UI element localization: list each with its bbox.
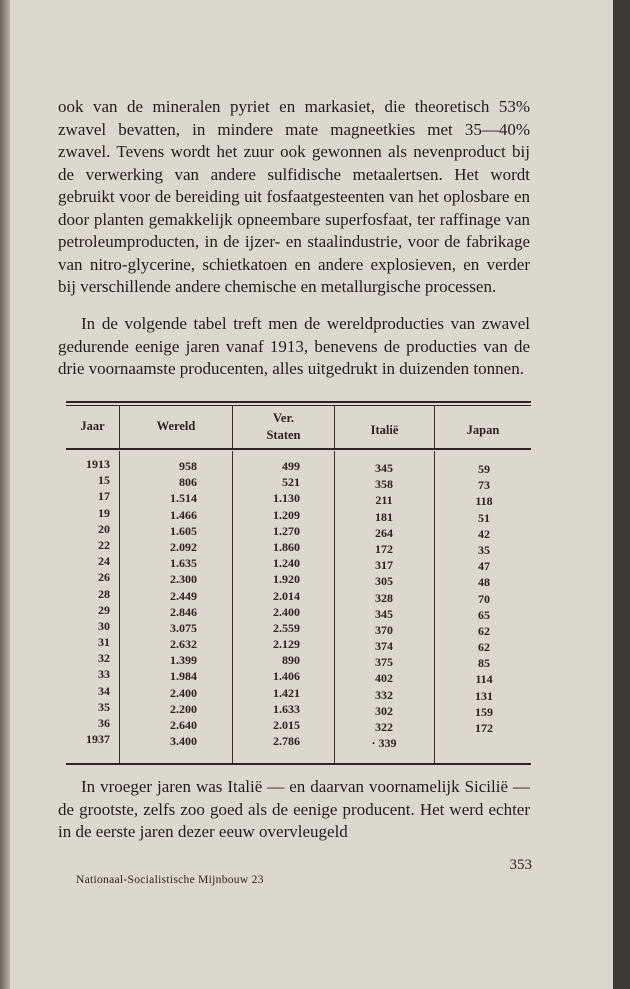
table-cell: 1.633 [273, 701, 300, 716]
table-cell: 30 [98, 618, 110, 633]
table-cell: 28 [98, 586, 110, 601]
table-cell: 3.400 [170, 734, 197, 749]
table-cell: 345 [375, 461, 393, 475]
table-cell: 521 [282, 475, 300, 490]
table-cell: 1.466 [170, 507, 197, 522]
table-cell: 31 [98, 635, 110, 650]
table-cell: 181 [375, 509, 393, 524]
column-italie [350, 460, 418, 751]
table-cell: 1.920 [273, 572, 300, 587]
table-cell: 29 [98, 602, 110, 617]
column-wereld [130, 458, 197, 749]
table-cell: 374 [375, 639, 393, 654]
header-jaar: Jaar [80, 419, 105, 433]
table-cell: 402 [375, 671, 393, 686]
column-divider [119, 451, 120, 763]
table-cell: 1937 [86, 732, 110, 747]
table-top-rule-thin [66, 405, 531, 406]
table-cell: 332 [375, 687, 393, 702]
table-cell: 1.130 [273, 491, 300, 506]
table-cell: 2.559 [273, 620, 300, 635]
table-cell: 159 [475, 704, 493, 719]
header-ver-staten-line2: Staten [266, 428, 301, 442]
column-jaar [66, 456, 110, 747]
table-cell: 322 [375, 720, 393, 734]
table-cell: 2.400 [273, 604, 300, 619]
table-cell: 1.399 [170, 653, 197, 668]
table-cell: 499 [282, 459, 300, 473]
paragraph-intro: ook van de mineralen pyriet en markasiet, die theoretisch 53% zwavel bevatten, in mindere mate magneetkies met 35—40% zwavel. Tevens wordt het zuur ook gewonnen als nevenproduct bij de verwerking van andere sulfidische metaalertsen. Het wordt gebruikt voor de bereiding uit fosfaatgesteenten van het oplosbare en door planten gemakkelijk opneembare superfosfaat, ter raffinage van petroleumproducten, in de ijzer- en staalindustrie, voor de fabrikage van nitro-glycerine, schietkatoen en andere explosieven, en verder bij verschillende andere chemische en metallurgische processen. [58, 97, 530, 296]
table-cell: 24 [98, 554, 110, 569]
table-cell: 375 [375, 655, 393, 670]
column-japan [450, 461, 518, 752]
table-cell: 118 [475, 494, 493, 509]
table-cell: 1.209 [273, 507, 300, 522]
page-number: 353 [509, 857, 532, 873]
table-cell: 47 [478, 559, 490, 574]
table-cell: 1.514 [170, 491, 197, 506]
table-cell: 42 [478, 526, 490, 541]
table-cell: 85 [478, 656, 490, 671]
table-cell: 302 [375, 703, 393, 718]
table-cell: 2.014 [273, 588, 300, 603]
header-italie: Italië [370, 423, 399, 437]
table-cell: 65 [478, 607, 490, 622]
table-cell: 2.632 [170, 637, 197, 652]
table-cell: 48 [478, 575, 490, 590]
table-cell: 1.421 [273, 685, 300, 700]
table-cell: 73 [478, 478, 490, 493]
table-cell: 1.984 [170, 669, 197, 684]
table-bottom-rule [66, 763, 531, 765]
table-cell: 172 [475, 721, 493, 735]
table-cell: 317 [375, 558, 393, 573]
table-cell: 2.449 [170, 588, 197, 603]
table-cell: 32 [98, 651, 110, 666]
table-cell: 35 [478, 542, 490, 557]
column-divider [232, 451, 233, 763]
table-cell: 17 [98, 489, 110, 504]
table-cell: 328 [375, 590, 393, 605]
page-edge [613, 0, 630, 989]
table-cell: 33 [98, 667, 110, 682]
table-cell: 305 [375, 574, 393, 589]
table-cell: 114 [475, 672, 493, 687]
table-cell: 36 [98, 716, 110, 730]
table-top-rule [66, 401, 531, 403]
table-cell: 62 [478, 623, 490, 638]
table-cell [450, 736, 518, 752]
table-cell: 264 [375, 525, 393, 540]
table-cell: 1.270 [273, 523, 300, 538]
table-cell: 20 [98, 521, 110, 536]
table-cell: · 339 [371, 736, 397, 751]
table-cell: 2.640 [170, 718, 197, 732]
table-cell: 211 [375, 493, 393, 508]
header-ver-staten-line1: Ver. [273, 411, 294, 425]
table-cell: 26 [98, 570, 110, 585]
table-cell: 131 [475, 688, 493, 703]
table-cell: 345 [375, 606, 393, 621]
table-cell: 1.860 [273, 539, 300, 554]
table-cell: 51 [478, 510, 490, 525]
column-divider [434, 451, 435, 763]
table-cell: 59 [478, 462, 490, 476]
table-cell: 2.846 [170, 604, 197, 619]
paragraph-history: In vroeger jaren was Italië — en daarvan voornamelijk Sicilië — de grootste, zelfs zoo goed als de eenige producent. Het werd echter in de eerste jaren dezer eeuw overvleugeld [58, 777, 530, 841]
table-cell: 35 [98, 699, 110, 714]
table-cell: 1913 [86, 457, 110, 471]
table-cell: 2.200 [170, 701, 197, 716]
table-cell: 22 [98, 537, 110, 552]
header-wereld: Wereld [156, 419, 196, 433]
table-cell: 172 [375, 541, 393, 556]
table-cell: 806 [179, 475, 197, 490]
paragraph-table-intro: In de volgende tabel treft men de wereldproducties van zwavel gedurende eenige jaren vanaf 1913, benevens de producties van de drie voornaamste producenten, alles uitgedrukt in duizenden tonnen. [58, 314, 530, 378]
table-cell: 15 [98, 473, 110, 488]
table-cell: 62 [478, 640, 490, 655]
table-cell: 3.075 [170, 620, 197, 635]
table-cell: 2.786 [273, 734, 300, 749]
table-cell: 2.400 [170, 685, 197, 700]
table-cell: 1.240 [273, 556, 300, 571]
column-ver-staten [240, 458, 300, 749]
table-cell: 1.406 [273, 669, 300, 684]
table-cell: 2.129 [273, 637, 300, 652]
table-cell: 358 [375, 477, 393, 492]
table-cell: 370 [375, 622, 393, 637]
table-cell: 70 [478, 591, 490, 606]
table-cell: 1.635 [170, 556, 197, 571]
table-cell: 2.015 [273, 718, 300, 732]
table-cell: 34 [98, 683, 110, 698]
footer-source: Nationaal-Socialistische Mijnbouw 23 [76, 874, 264, 886]
book-spine [0, 0, 10, 989]
table-cell: 19 [98, 505, 110, 520]
column-divider [334, 451, 335, 763]
table-cell: 890 [282, 653, 300, 668]
table-cell: 1.605 [170, 523, 197, 538]
table-cell: 958 [179, 459, 197, 473]
header-japan: Japan [466, 423, 500, 437]
table-cell: 2.300 [170, 572, 197, 587]
table-header-rule [66, 448, 531, 450]
table-cell: 2.092 [170, 539, 197, 554]
